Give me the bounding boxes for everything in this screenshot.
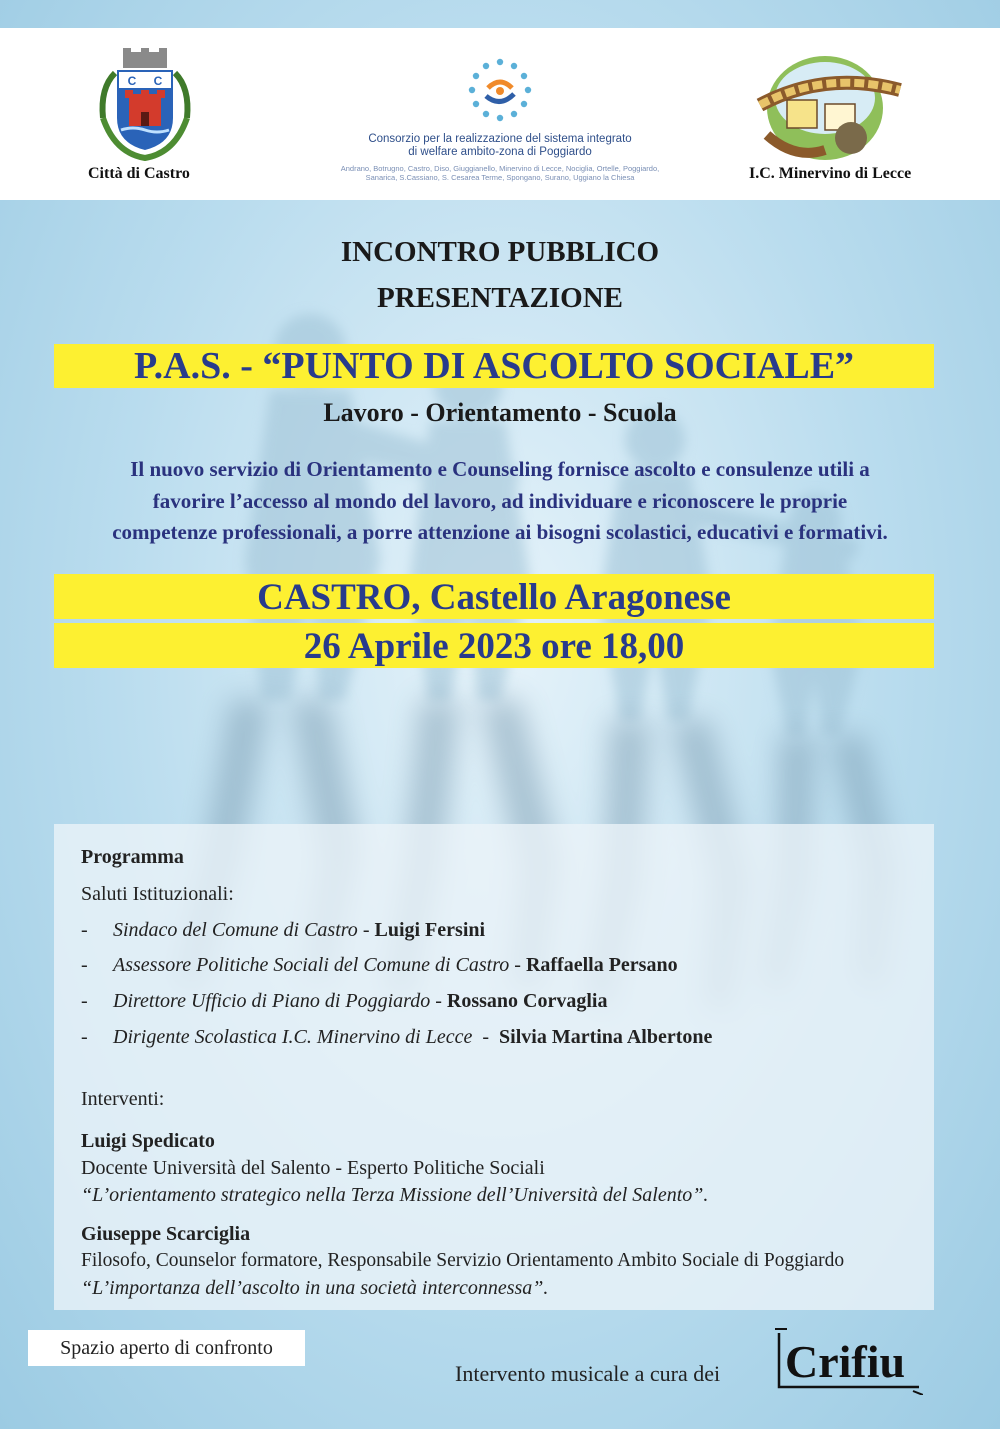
ic-minervino-caption: I.C. Minervino di Lecce xyxy=(749,165,912,182)
castro-caption: Città di Castro xyxy=(88,165,190,182)
greeting-item xyxy=(81,990,607,1013)
program-heading: Programma xyxy=(81,846,184,868)
consorzio-towns-line2: Sanarica, S.Cassiano, S. Cesarea Terme, Spongano, Surano, Uggiano la Chiesa xyxy=(365,173,635,182)
greeting-role: Assessore Politiche Sociali del Comune di Castro xyxy=(113,954,510,976)
header-bar xyxy=(0,28,1000,200)
greeting-item xyxy=(81,1026,712,1049)
event-title-line1: INCONTRO PUBBLICO xyxy=(340,236,660,268)
greeting-separator: - xyxy=(472,1026,500,1048)
svg-text:C: C xyxy=(153,74,163,88)
speaker-role: Docente Università del Salento - Esperto Politiche Sociali xyxy=(81,1157,545,1179)
open-discussion-box: Spazio aperto di confronto xyxy=(28,1330,305,1366)
consorzio-title-line2: di welfare ambito-zona di Poggiardo xyxy=(408,146,592,158)
speaker-role: Filosofo, Counselor formatore, Responsabile Servizio Orientamento Ambito Sociale di Poggiardo xyxy=(81,1250,845,1271)
event-date-banner: 26 Aprile 2023 ore 18,00 xyxy=(54,623,934,668)
consorzio-towns-line1: Andrano, Botrugno, Castro, Diso, Giuggianello, Minervino di Lecce, Nociglia, Ortelle, Poggiardo, xyxy=(340,164,660,173)
list-dash: - xyxy=(81,990,88,1012)
interventions-label: Interventi: xyxy=(81,1088,165,1110)
music-credit: Intervento musicale a cura dei xyxy=(455,1361,721,1386)
greeting-role: Sindaco del Comune di Castro xyxy=(113,919,358,941)
description-line: favorire l’accesso al mondo del lavoro, ad individuare e riconoscere le proprie xyxy=(152,488,848,513)
consorzio-logo xyxy=(320,58,680,208)
description-line: Il nuovo servizio di Orientamento e Counseling fornisce ascolto e consulenze utili a xyxy=(130,457,870,481)
event-description xyxy=(40,454,960,549)
greeting-name: Raffaella Persano xyxy=(525,954,678,976)
event-title-line2: PRESENTAZIONE xyxy=(376,282,624,314)
event-name-banner: P.A.S. - “PUNTO DI ASCOLTO SOCIALE” xyxy=(54,344,934,388)
greeting-role: Direttore Ufficio di Piano di Poggiardo xyxy=(113,990,431,1012)
description-line: competenze professionali, a porre attenzione ai bisogni scolastici, educativi e formativi. xyxy=(112,520,888,544)
greetings-label: Saluti Istituzionali: xyxy=(81,883,234,905)
event-place-banner: CASTRO, Castello Aragonese xyxy=(54,574,934,619)
greeting-name: Luigi Fersini xyxy=(374,919,486,941)
list-dash: - xyxy=(81,954,88,976)
event-subtitle: Lavoro - Orientamento - Scuola xyxy=(323,398,677,427)
speaker-talk: “L’orientamento strategico nella Terza Missione dell’Università del Salento”. xyxy=(81,1184,709,1206)
speaker-talk: “L’importanza dell’ascolto in una società interconnessa”. xyxy=(81,1277,549,1299)
greeting-name: Silvia Martina Albertone xyxy=(499,1026,713,1048)
consorzio-title-line1: Consorzio per la realizzazione del sistema integrato xyxy=(368,133,632,145)
ic-minervino-logo-icon xyxy=(755,50,905,165)
speaker-name: Giuseppe Scarciglia xyxy=(81,1223,251,1245)
greeting-separator: - xyxy=(430,990,447,1012)
crifiu-logo-text: Crifiu xyxy=(785,1336,906,1387)
consorzio-emblem-icon xyxy=(468,58,532,122)
greeting-separator: - xyxy=(509,954,526,976)
greeting-separator: - xyxy=(357,919,375,941)
list-dash: - xyxy=(81,1026,88,1048)
castro-coat-of-arms-icon xyxy=(95,48,195,168)
crifiu-band-logo xyxy=(773,1325,923,1395)
list-dash: - xyxy=(81,919,88,941)
speaker-name: Luigi Spedicato xyxy=(81,1130,215,1152)
greeting-item xyxy=(81,954,678,977)
greeting-item xyxy=(81,919,485,942)
greeting-name: Rossano Corvaglia xyxy=(446,990,608,1012)
program-box xyxy=(54,824,934,1310)
svg-text:C: C xyxy=(127,74,137,88)
greeting-role: Dirigente Scolastica I.C. Minervino di Lecce xyxy=(113,1026,473,1048)
